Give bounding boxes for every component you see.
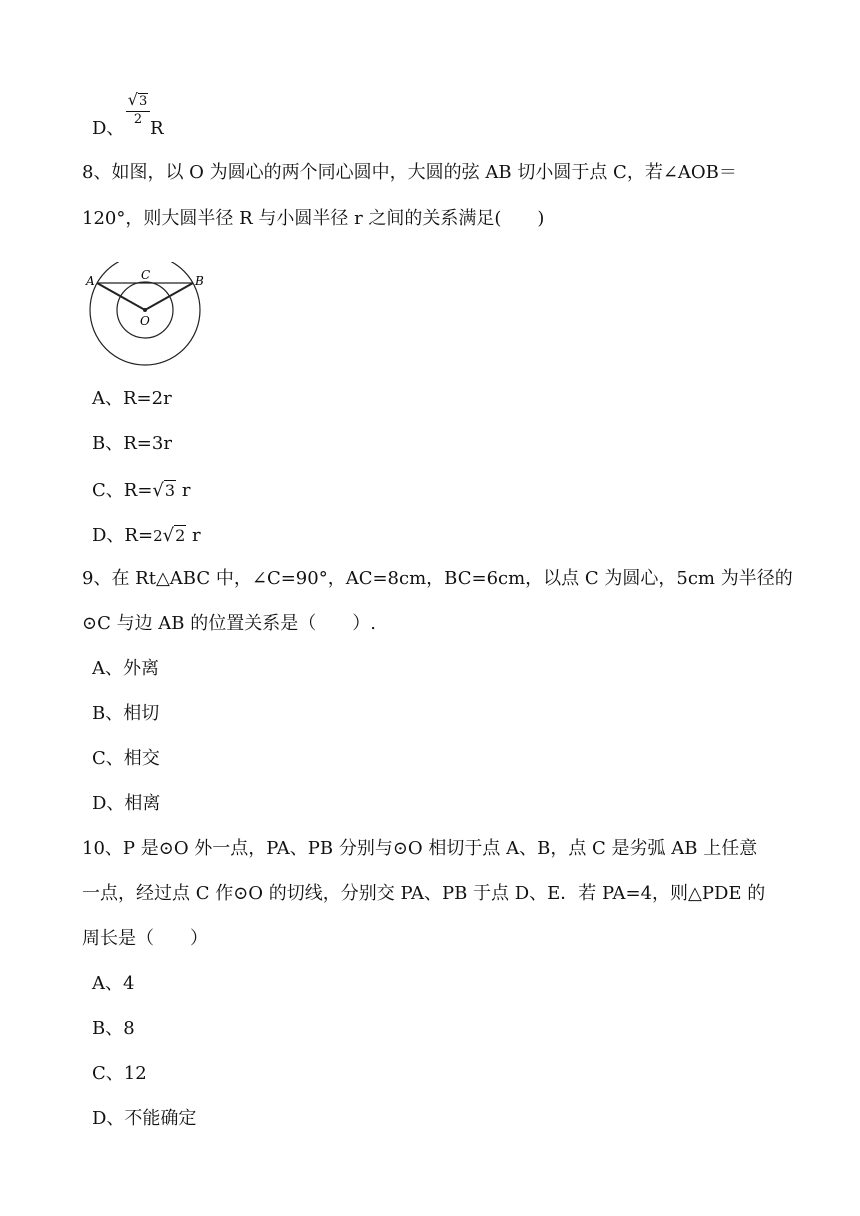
q8-option-c-sqrt-arg: 3 (164, 481, 176, 500)
q9-option-d: D、相离 (92, 793, 161, 814)
q8-concentric-circles-figure (80, 262, 220, 374)
q8-stem-line2: 120°，则大圆半径 R 与小圆半径 r 之间的关系满足( ) (82, 208, 545, 229)
q9-option-b: B、相切 (92, 703, 160, 724)
q8-option-d-coef: 2 (153, 527, 163, 545)
q7-option-d-den: 2 (133, 112, 143, 127)
q10-stem-line1: 10、P 是⊙O 外一点，PA、PB 分别与⊙O 相切于点 A、B，点 C 是劣弧 AB 上任意 (82, 838, 758, 859)
q7-option-d-sqrt-arg: 3 (138, 94, 148, 109)
q8-option-a: A、R=2r (92, 388, 172, 409)
q9-stem-line1: 9、在 Rt△ABC 中，∠C=90°，AC=8cm，BC=6cm，以点 C 为圆心，5cm 为半径的 (82, 568, 793, 589)
label-a: A (86, 274, 95, 288)
q8-option-d-sqrt-arg: 2 (175, 526, 186, 545)
q10-option-d: D、不能确定 (92, 1108, 197, 1129)
q8-option-d-prefix: D、R= (92, 525, 154, 546)
q10-option-b: B、8 (92, 1018, 135, 1039)
segment-oa (97, 283, 145, 310)
q7-option-d-prefix: D、 (92, 118, 125, 139)
center-o-point (143, 308, 147, 312)
q7-option-d-fraction: √3 2 (126, 92, 150, 127)
q8-option-c-suffix: r (181, 480, 191, 501)
q8-option-c: C、R=√3 r (92, 480, 191, 501)
q10-stem-line2: 一点，经过点 C 作⊙O 的切线，分别交 PA、PB 于点 D、E．若 PA=4，则△PDE 的 (82, 883, 766, 904)
q9-stem-line2: ⊙C 与边 AB 的位置关系是（ ）. (82, 613, 376, 634)
q9-option-c: C、相交 (92, 748, 160, 769)
q8-option-d-suffix: r (192, 525, 201, 546)
q8-option-c-prefix: C、R= (92, 480, 153, 501)
q8-option-b: B、R=3r (92, 433, 172, 454)
label-c: C (141, 268, 151, 282)
q10-option-c: C、12 (92, 1063, 147, 1084)
label-b: B (195, 274, 204, 288)
q10-stem-line3: 周长是（ ） (82, 928, 208, 949)
segment-ob (145, 283, 193, 310)
q9-option-a: A、外离 (92, 658, 159, 679)
label-o: O (140, 314, 150, 328)
q7-option-d (92, 118, 124, 140)
q7-option-d-suffix: R (150, 118, 164, 139)
q10-option-a: A、4 (92, 973, 135, 994)
q8-stem-line1: 8、如图，以 O 为圆心的两个同心圆中，大圆的弦 AB 切小圆于点 C，若∠AOB＝ (82, 162, 737, 183)
q8-option-d: D、R=2√2 r (92, 525, 201, 546)
